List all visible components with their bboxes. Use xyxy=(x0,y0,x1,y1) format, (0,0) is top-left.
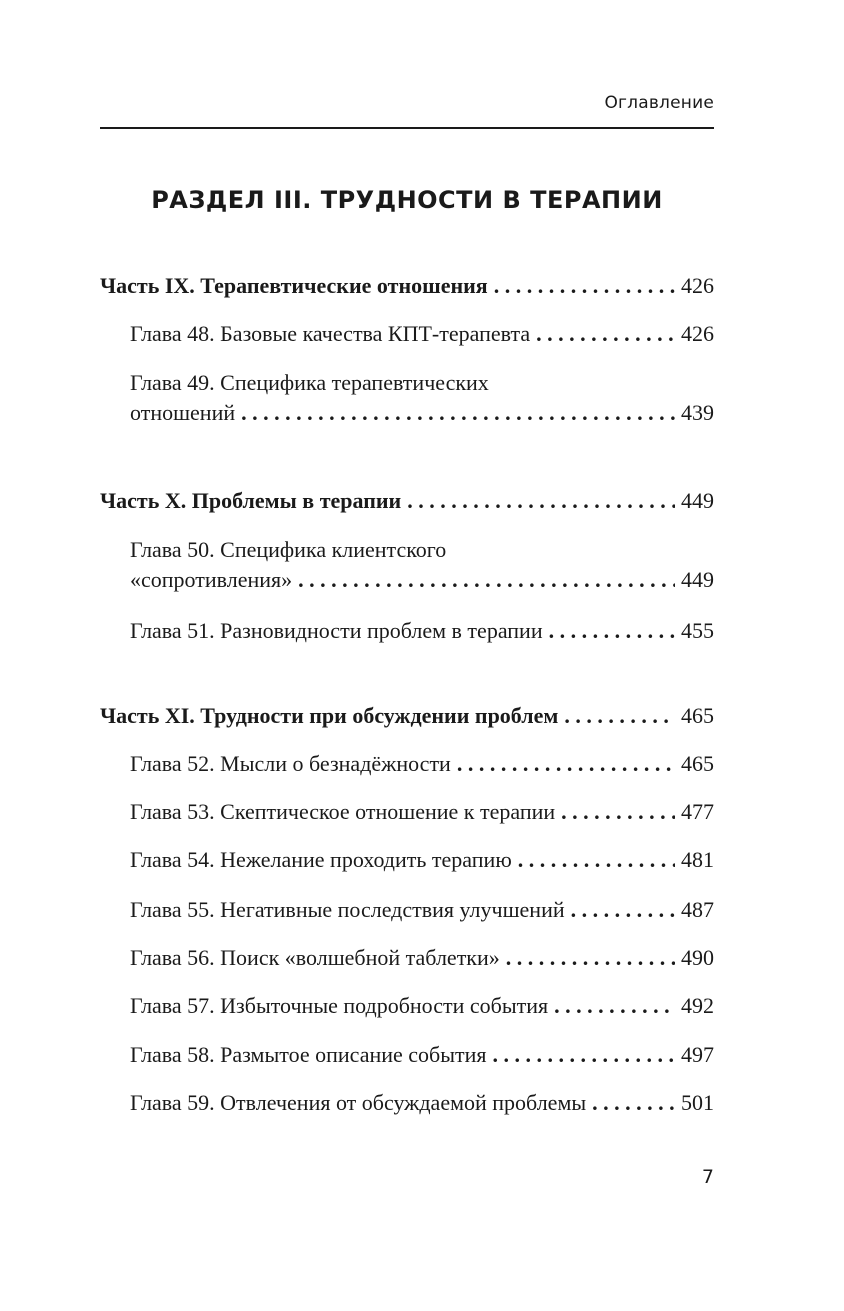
toc-entry-title: Глава 52. Мысли о безнадёжности xyxy=(130,751,451,776)
toc-chapter-58[interactable] xyxy=(130,1041,714,1069)
running-header: Оглавление xyxy=(604,93,714,113)
toc-entry-page: 487 xyxy=(681,897,714,922)
toc-entry-page: 439 xyxy=(681,400,714,425)
section-title: РАЗДЕЛ III. ТРУДНОСТИ В ТЕРАПИИ xyxy=(151,186,663,214)
toc-chapter-56[interactable] xyxy=(130,944,714,972)
toc-chapter-49[interactable] xyxy=(130,399,714,427)
toc-chapter-53[interactable] xyxy=(130,798,714,826)
toc-entry-title: Часть XI. Трудности при обсуждении проблем xyxy=(100,703,559,728)
toc-chapter-52[interactable] xyxy=(130,750,714,778)
toc-entry-title: отношений xyxy=(130,400,236,425)
toc-entry-title: Глава 56. Поиск «волшебной таблетки» xyxy=(130,945,500,970)
toc-entry-page: 501 xyxy=(681,1090,714,1115)
toc-entry-page: 449 xyxy=(681,567,714,592)
leader-dots xyxy=(493,1041,675,1069)
leader-dots xyxy=(494,272,675,300)
toc-entry-page: 492 xyxy=(681,993,714,1018)
toc-chapter-48[interactable] xyxy=(130,320,714,348)
leader-dots xyxy=(407,487,675,515)
toc-entry-title: «сопротивления» xyxy=(130,567,293,592)
toc-part-10[interactable] xyxy=(100,487,714,515)
toc-entry-page: 465 xyxy=(681,703,714,728)
toc-entry-title: Глава 58. Размытое описание события xyxy=(130,1042,487,1067)
toc-entry-page: 426 xyxy=(681,321,714,346)
toc-entry-title: Глава 48. Базовые качества КПТ-терапевта xyxy=(130,321,531,346)
toc-entry-title: Глава 54. Нежелание проходить терапию xyxy=(130,847,512,872)
toc-entry-title: Глава 57. Избыточные подробности события xyxy=(130,993,549,1018)
header-rule xyxy=(100,127,714,129)
toc-entry-title: Глава 59. Отвлечения от обсуждаемой проблемы xyxy=(130,1090,587,1115)
toc-entry-title: Глава 53. Скептическое отношение к терапии xyxy=(130,799,556,824)
toc-part-9[interactable] xyxy=(100,272,714,300)
toc-entry-page: 455 xyxy=(681,618,714,643)
toc-chapter-57[interactable] xyxy=(130,992,714,1020)
toc-chapter-54[interactable] xyxy=(130,846,714,874)
leader-dots xyxy=(554,992,675,1020)
toc-entry-title: Глава 55. Негативные последствия улучшений xyxy=(130,897,565,922)
toc-entry-title: Глава 51. Разновидности проблем в терапии xyxy=(130,618,543,643)
toc-entry-page: 449 xyxy=(681,488,714,513)
leader-dots xyxy=(561,798,675,826)
leader-dots xyxy=(457,750,675,778)
leader-dots xyxy=(241,399,675,427)
leader-dots xyxy=(506,944,675,972)
leader-dots xyxy=(564,702,675,730)
leader-dots xyxy=(536,320,675,348)
toc-chapter-49-line1[interactable]: Глава 49. Специфика терапевтических xyxy=(130,370,489,395)
leader-dots xyxy=(298,566,675,594)
toc-entry-page: 477 xyxy=(681,799,714,824)
toc-entry-page: 497 xyxy=(681,1042,714,1067)
toc-chapter-50[interactable] xyxy=(130,566,714,594)
leader-dots xyxy=(571,896,675,924)
toc-part-11[interactable] xyxy=(100,702,714,730)
toc-entry-page: 426 xyxy=(681,273,714,298)
toc-chapter-50-line1[interactable]: Глава 50. Специфика клиентского xyxy=(130,537,447,562)
toc-entry-page: 465 xyxy=(681,751,714,776)
toc-entry-page: 490 xyxy=(681,945,714,970)
toc-chapter-51[interactable] xyxy=(130,617,714,645)
toc-entry-title: Часть IX. Терапевтические отношения xyxy=(100,273,488,298)
leader-dots xyxy=(549,617,675,645)
leader-dots xyxy=(592,1089,675,1117)
toc-chapter-55[interactable] xyxy=(130,896,714,924)
toc-entry-title: Часть X. Проблемы в терапии xyxy=(100,488,402,513)
toc-entry-page: 481 xyxy=(681,847,714,872)
leader-dots xyxy=(518,846,675,874)
page-number: 7 xyxy=(701,1166,714,1188)
toc-chapter-59[interactable] xyxy=(130,1089,714,1117)
